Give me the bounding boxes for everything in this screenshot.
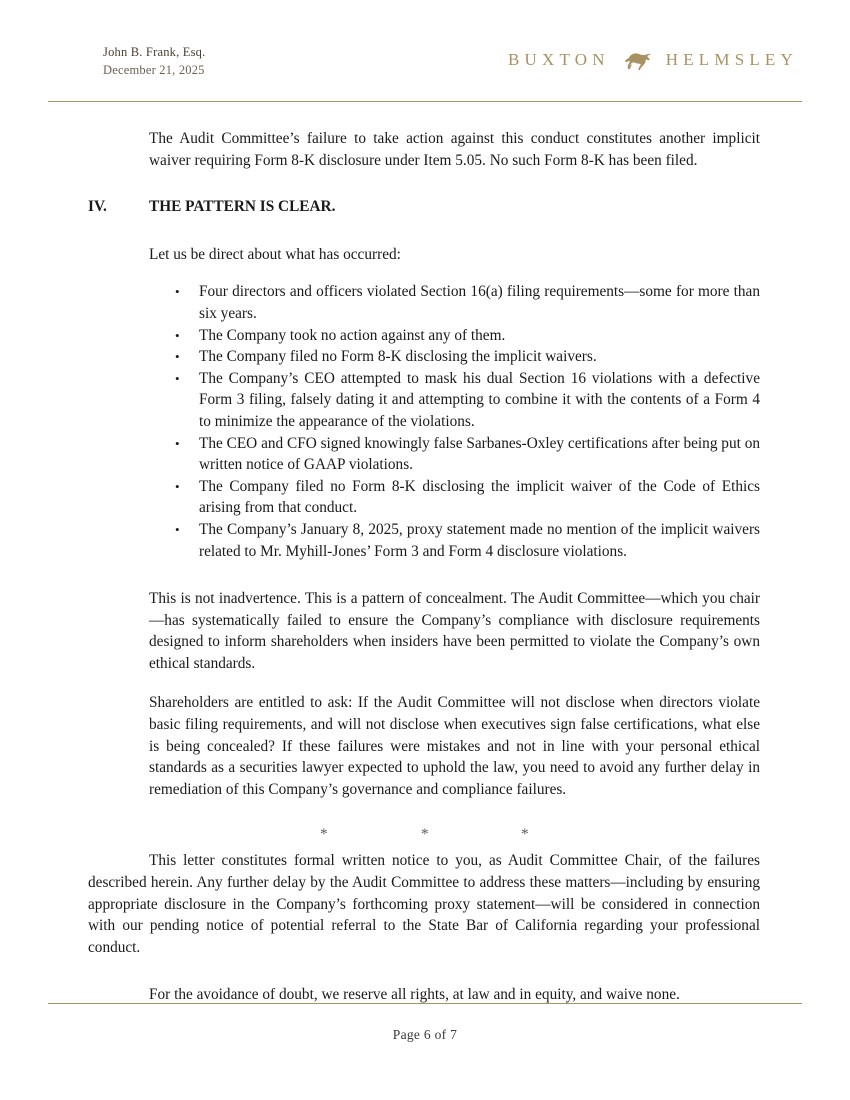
list-item: • The Company filed no Form 8-K disclosing the implicit waivers. — [175, 346, 760, 368]
section-numeral: IV. — [88, 198, 107, 216]
list-item: • The Company’s January 8, 2025, proxy statement made no mention of the implicit waivers related to Mr. Myhill-Jones’ Form 3 and Form 4 disclosure violations. — [175, 519, 760, 562]
letter-body — [88, 128, 760, 1006]
page-number: Page 6 of 7 — [392, 1027, 458, 1042]
letter-date: December 21, 2025 — [103, 62, 205, 77]
paragraph-opening: The Audit Committee’s failure to take action against this conduct constitutes another implicit waiver requiring Form 8-K disclosure under Item 5.05. No such Form 8-K has been filed. — [149, 130, 760, 169]
asterisk-separator — [88, 824, 760, 850]
paragraph-shareholders-entitled: Shareholders are entitled to ask: If the Audit Committee will not disclose when directors violate basic filing requirements, and will not disclose when executives sign false certifications, what else is being concealed? If these failures were mistakes and not in line with your personal ethical standards as a securities lawyer expected to uphold the law, you need to avoid any further delay in remediation of this Company’s governance and compliance failures. — [149, 694, 760, 798]
list-item: • Four directors and officers violated Section 16(a) filing requirements—some for more than six years. — [175, 281, 760, 324]
section-heading-pattern — [88, 196, 760, 218]
galloping-horse-icon — [623, 50, 653, 70]
paragraph-formal-notice: This letter constitutes formal written notice to you, as Audit Committee Chair, of the failures described herein. Any further delay by the Audit Committee to address these matters—including by ensuring appropriate disclosure in the Company’s forthcoming proxy statement—will be considered in connection with our pending notice of potential referral to the State Bar of California regarding your professional conduct. — [88, 852, 760, 956]
header-divider — [48, 101, 802, 102]
paragraph-lead-in: Let us be direct about what has occurred: — [149, 245, 401, 263]
page-footer — [0, 1026, 850, 1044]
recipient-block — [103, 44, 205, 79]
list-item: • The Company took no action against any of them. — [175, 325, 760, 347]
brand-logo — [508, 50, 798, 70]
brand-name-left: BUXTON — [508, 50, 610, 69]
list-item: • The Company filed no Form 8-K disclosing the implicit waiver of the Code of Ethics arising from that conduct. — [175, 476, 760, 519]
paragraph-pattern-of-concealment: This is not inadvertence. This is a pattern of concealment. The Audit Committee—which you chair—has systematically failed to ensure the Company’s compliance with disclosure requirements designed to inform shareholders when insiders have been permitted to violate the Company’s own ethical standards. — [149, 590, 760, 672]
list-item: • The Company’s CEO attempted to mask his dual Section 16 violations with a defective Form 3 filing, falsely dating it and attempting to combine it with the contents of a Form 4 to minimize the appearance of the violations. — [175, 368, 760, 433]
recipient-name: John B. Frank, Esq. — [103, 45, 206, 59]
violations-list — [88, 281, 760, 562]
letterhead — [48, 44, 802, 92]
footer-divider — [48, 1003, 802, 1004]
asterisk-mark: * — [421, 826, 429, 844]
paragraph-reservation-of-rights: For the avoidance of doubt, we reserve all rights, at law and in equity, and waive none. — [149, 986, 680, 1004]
asterisk-mark: * — [320, 826, 328, 844]
section-title: THE PATTERN IS CLEAR. — [149, 198, 336, 216]
asterisk-mark: * — [521, 826, 529, 844]
brand-name-right: HELMSLEY — [665, 50, 798, 69]
list-item: • The CEO and CFO signed knowingly false Sarbanes-Oxley certifications after being put on written notice of GAAP violations. — [175, 433, 760, 476]
